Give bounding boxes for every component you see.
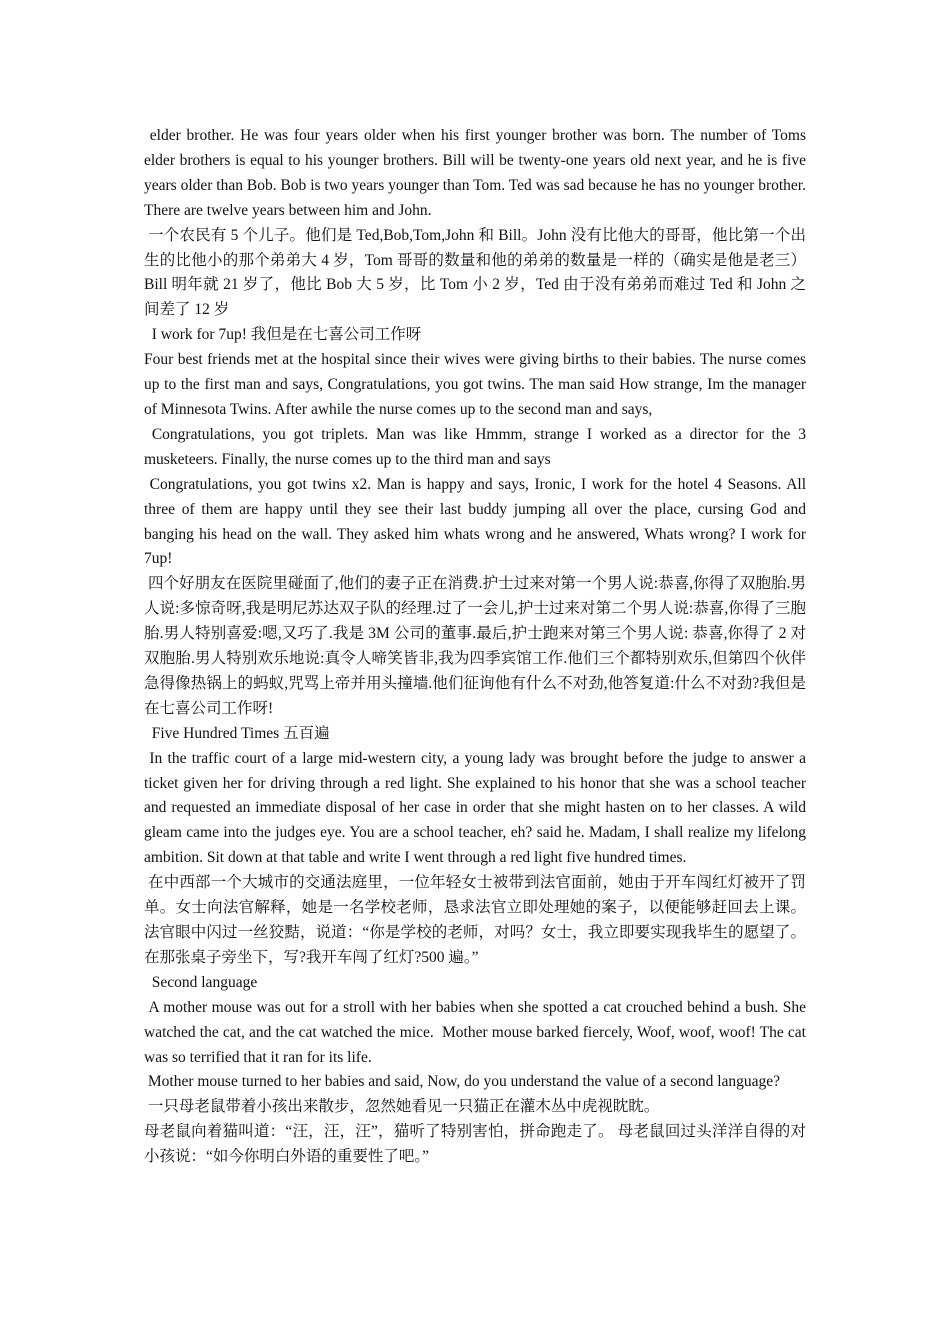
- traffic-court-story-chinese: 在中西部一个大城市的交通法庭里，一位年轻女士被带到法官面前，她由于开车闯红灯被开了罚单。女士向法官解释，她是一名学校老师，恳求法官立即处理她的案子，以便能够赶回去上课。法官眼中闪过一丝狡黠，说道：“你是学校的老师，对吗？女士，我立即要实现我毕生的愿望了。在那张桌子旁坐下，写?我开车闯了红灯?500 遍。”: [144, 874, 806, 966]
- hospital-story-part-2: Congratulations, you got triplets. Man was like Hmmm, strange I worked as a director for the 3 musketeers. Finally, the nurse comes up to the third man and says: [144, 425, 810, 468]
- section-title-second-language: Second language: [144, 973, 258, 991]
- mouse-story-part-2: Mother mouse turned to her babies and said, Now, do you understand the value of a second language?: [144, 1073, 781, 1091]
- farmer-puzzle-english: elder brother. He was four years older when his first younger brother was born. The number of Toms elder brothers is equal to his younger brothers. Bill will be twenty-one years old next year, and he is five years older than Bob. Bob is two years younger than Tom. Ted was sad because he has no younger brother. There are twelve years between him and John.: [144, 127, 810, 219]
- mouse-story-part-1: A mother mouse was out for a stroll with her babies when she spotted a cat crouched behind a bush. She watched the cat, and the cat watched the mice. Mother mouse barked fiercely, Woof, woof, woof! The cat was so terrified that it ran for its life.: [144, 998, 810, 1066]
- section-title-five-hundred-times: Five Hundred Times 五百遍: [144, 724, 330, 742]
- traffic-court-story-english: In the traffic court of a large mid-western city, a young lady was brought before the judge to answer a ticket given her for driving through a red light. She explained to his honor that she was a school teacher and requested an immediate disposal of her case in order that she might hasten on to her classes. A wild gleam came into the judges eye. You are a school teacher, eh? said he. Madam, I shall realize my lifelong ambition. Sit down at that table and write I went through a red light five hundred times.: [144, 749, 810, 867]
- mouse-story-chinese-part-1: 一只母老鼠带着小孩出来散步，忽然她看见一只猫正在灌木丛中虎视眈眈。: [144, 1098, 660, 1116]
- hospital-story-part-1: Four best friends met at the hospital since their wives were giving births to their babies. The nurse comes up to the first man and says, Congratulations, you got twins. The man said How strange, Im the manager of Minnesota Twins. After awhile the nurse comes up to the second man and says,: [144, 351, 810, 418]
- mouse-story-chinese-part-2: 母老鼠向着猫叫道：“汪，汪，汪”，猫听了特别害怕，拼命跑走了。 母老鼠回过头洋洋自得的对小孩说：“如今你明白外语的重要性了吧。”: [144, 1123, 806, 1166]
- document-page: [144, 124, 810, 1170]
- hospital-story-chinese: 四个好朋友在医院里碰面了,他们的妻子正在消费.护士过来对第一个男人说:恭喜,你得了双胞胎.男人说:多惊奇呀,我是明尼苏达双子队的经理.过了一会儿,护士过来对第二个男人说:恭喜,你得了三胞胎.男人特别喜爱:嗯,又巧了.我是 3M 公司的董事.最后,护士跑来对第三个男人说: 恭喜,你得了 2 对双胞胎.男人特别欢乐地说:真令人啼笑皆非,我为四季宾馆工作.他们三个都特别欢乐,但第四个伙伴急得像热锅上的蚂蚁,咒骂上帝并用头撞墙.他们征询他有什么不对劲,他答复道:什么不对劲?我但是在七喜公司工作呀!: [144, 575, 806, 717]
- hospital-story-part-3: Congratulations, you got twins x2. Man is happy and says, Ironic, I work for the hotel 4 Seasons. All three of them are happy until they see their last buddy jumping all over the place, cursing God and banging his head on the wall. They asked him whats wrong and he answered, Whats wrong? I work for 7up!: [144, 475, 810, 568]
- farmer-puzzle-chinese: 一个农民有 5 个儿子。他们是 Ted,Bob,Tom,John 和 Bill。John 没有比他大的哥哥，他比第一个出生的比他小的那个弟弟大 4 岁，Tom 哥哥的数量和他的弟弟的数量是一样的（确实是他是老三）Bill 明年就 21 岁了，他比 Bob 大 5 岁，比 Tom 小 2 岁，Ted 由于没有弟弟而难过 Ted 和 John 之间差了 12 岁: [144, 226, 806, 319]
- section-title-7up: I work for 7up! 我但是在七喜公司工作呀: [144, 326, 422, 344]
